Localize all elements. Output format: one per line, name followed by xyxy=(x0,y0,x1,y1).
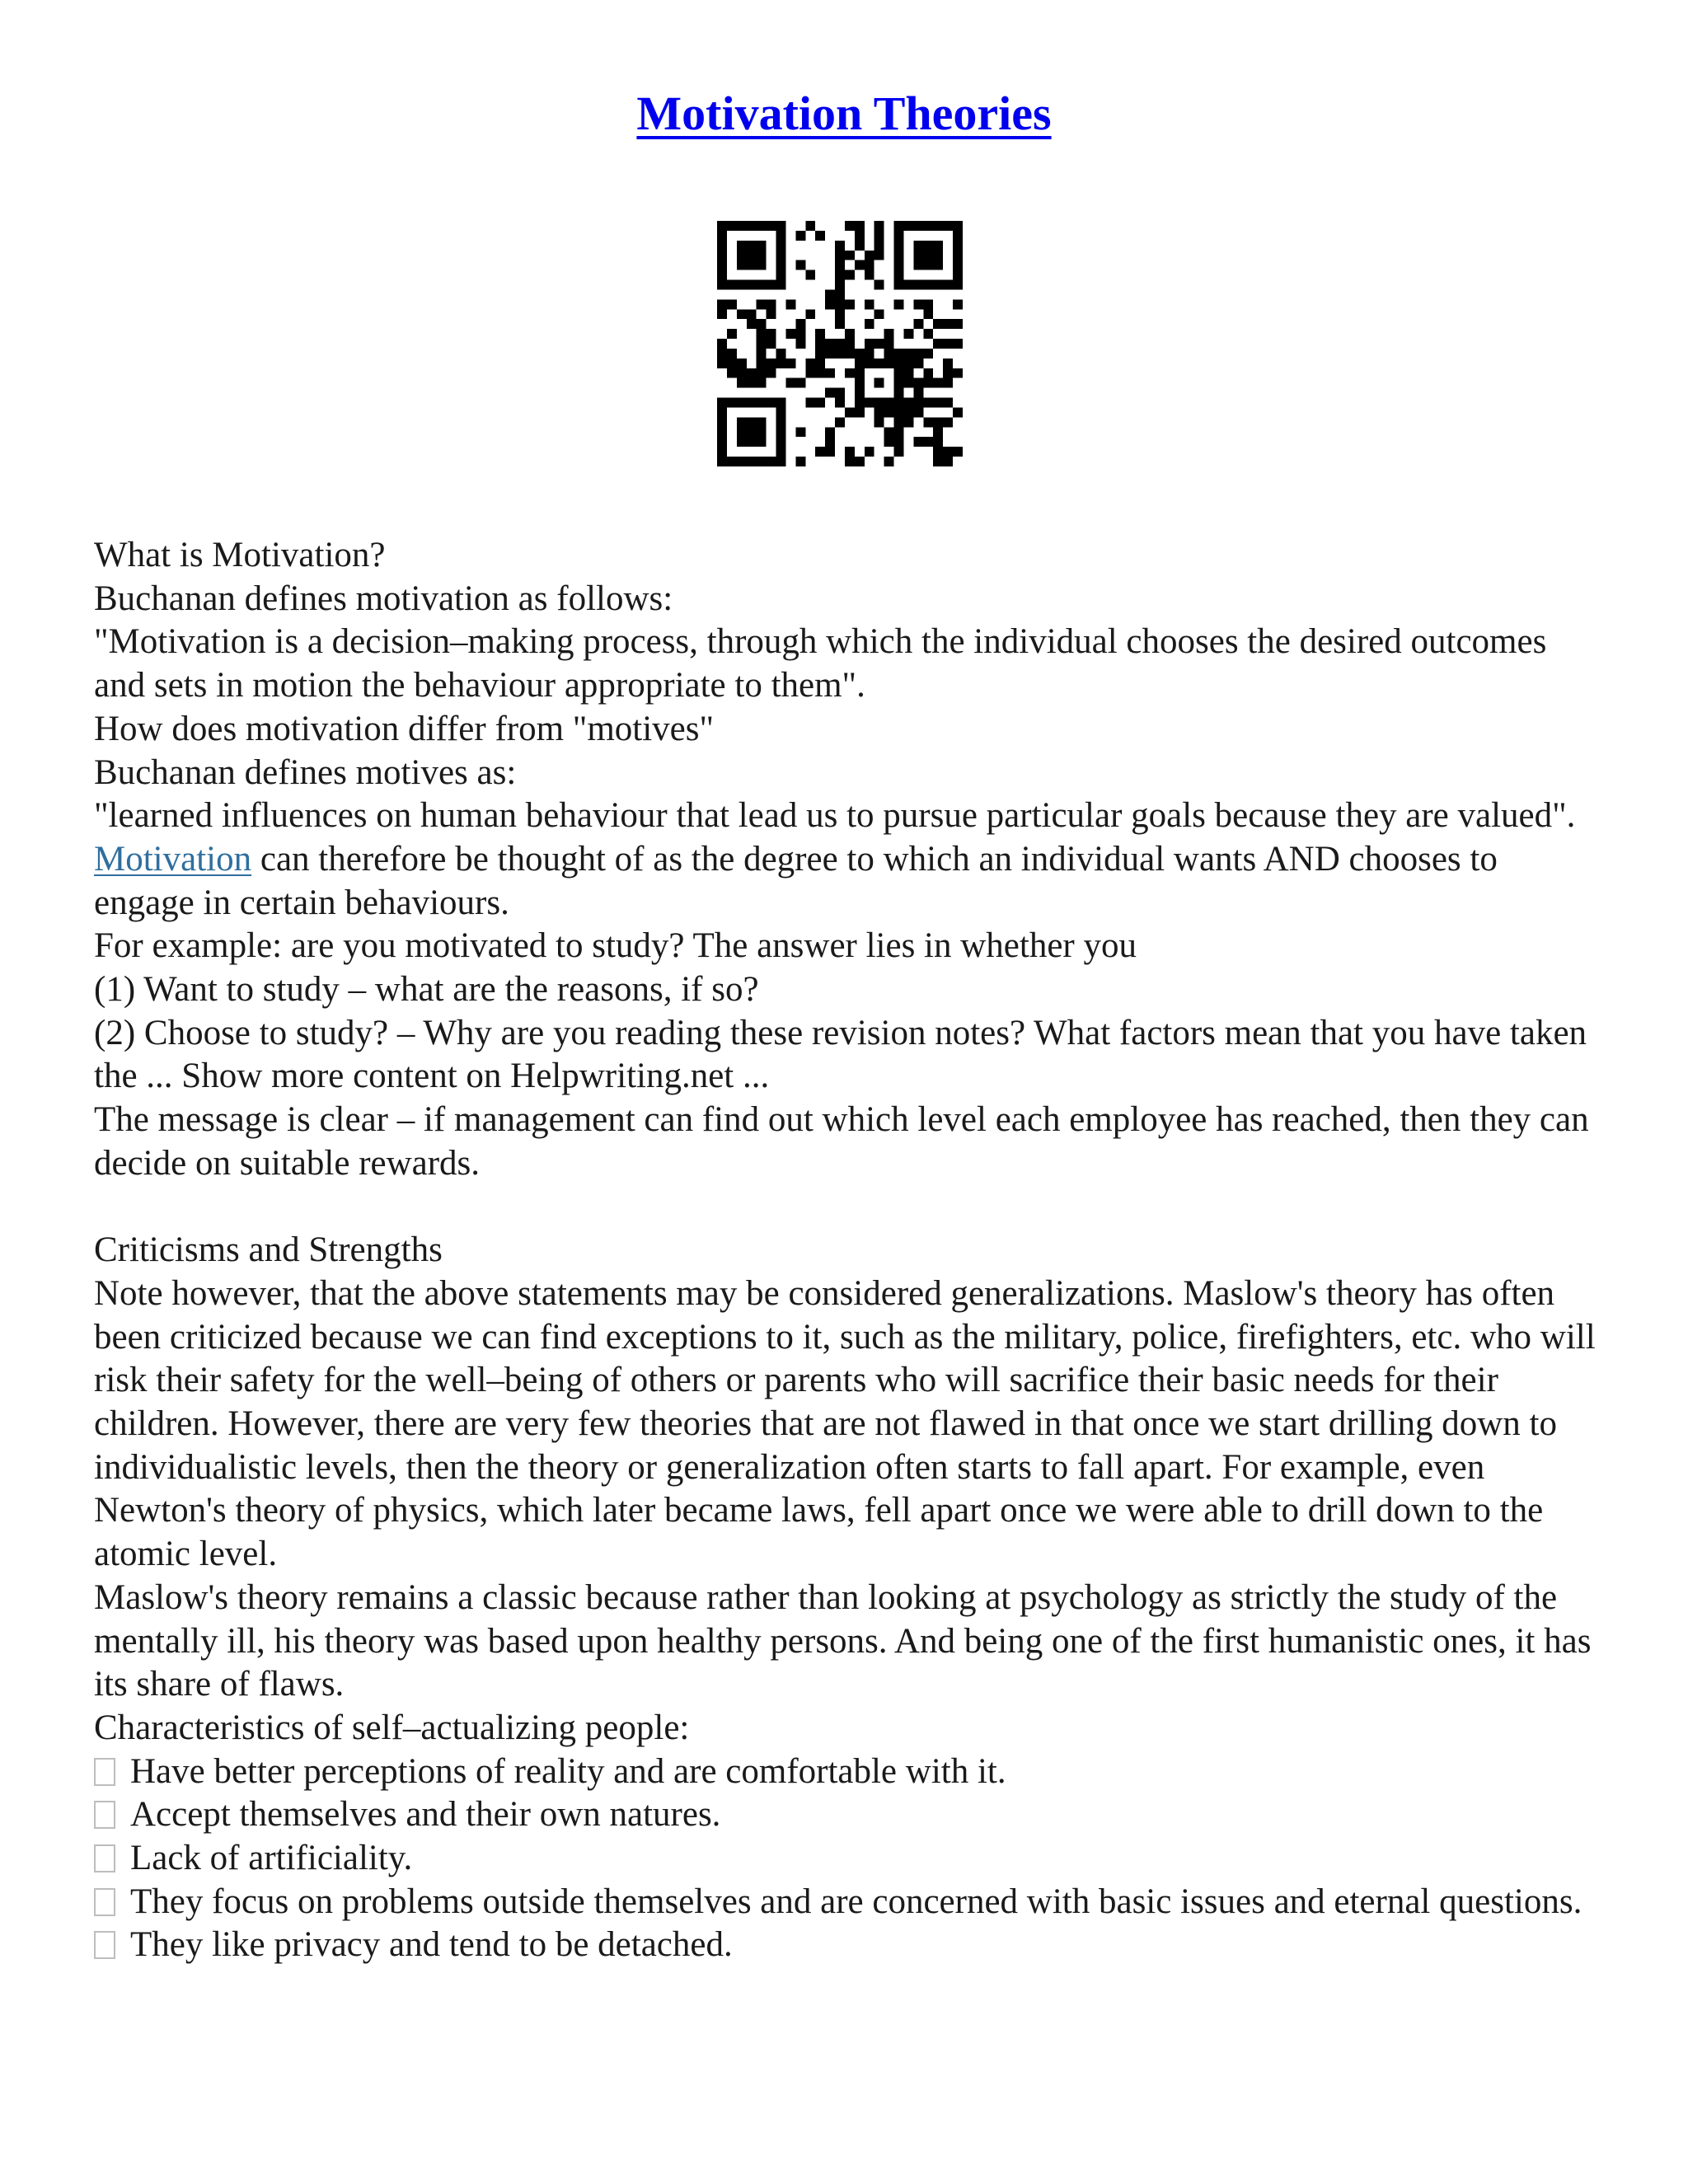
document-body xyxy=(94,534,1602,1967)
section-spacer xyxy=(94,1186,1602,1230)
missing-glyph-icon xyxy=(94,1758,115,1786)
list-item-text: Accept themselves and their own natures. xyxy=(130,1795,721,1835)
paragraph-want-to-study: (1) Want to study – what are the reasons, if so? xyxy=(94,970,759,1010)
paragraph-criticisms: Note however, that the above statements may be considered generalizations. Maslow's theory has often been criticized because we can find exceptions to it, such as the military, police, firefighters, etc. who will risk their safety for the well–being of others or parents who will sacrifice their basic needs for their children. However, there are very few theories that are not flawed in that once we start drilling down to individualistic levels, then the theory or generalization often starts to fall apart. For example, even Newton's theory of physics, which later became laws, fell apart once we were able to drill down to the atomic level. xyxy=(94,1273,1596,1574)
motivation-link[interactable]: Motivation xyxy=(94,839,252,879)
paragraph-motives-question: How does motivation differ from "motives" xyxy=(94,709,715,748)
missing-glyph-icon xyxy=(94,1931,115,1959)
list-item xyxy=(94,1837,1602,1881)
paragraph-buchanan-intro: Buchanan defines motivation as follows: xyxy=(94,579,673,618)
paragraph-motivation-definition: "Motivation is a decision–making process, through which the individual chooses the desired outcomes and sets in motion the behaviour appropriate to them". xyxy=(94,622,1547,705)
title-container xyxy=(0,86,1688,141)
list-item xyxy=(94,1881,1602,1924)
paragraph-motives-definition: "learned influences on human behaviour that lead us to pursue particular goals because they are valued". xyxy=(94,796,1576,836)
list-item-text: They focus on problems outside themselves and are concerned with basic issues and eternal questions. xyxy=(130,1882,1582,1921)
list-heading-self-actualizing: Characteristics of self–actualizing people: xyxy=(94,1708,690,1747)
paragraph-classic-theory: Maslow's theory remains a classic because rather than looking at psychology as strictly the study of the mentally ill, his theory was based upon healthy persons. And being one of the first humanistic ones, it has its share of flaws. xyxy=(94,1577,1592,1704)
paragraph-study-example: For example: are you motivated to study? The answer lies in whether you xyxy=(94,926,1137,966)
list-item xyxy=(94,1924,1602,1967)
document-title-link[interactable]: Motivation Theories xyxy=(636,87,1052,140)
paragraph-choose-to-study: (2) Choose to study? – Why are you reading these revision notes? What factors mean that you have taken the ... Show more content on Helpwriting.net ... xyxy=(94,1013,1587,1096)
missing-glyph-icon xyxy=(94,1888,115,1916)
section-heading-what-is-motivation: What is Motivation? xyxy=(94,536,386,574)
paragraph-motivation-degree-text: can therefore be thought of as the degree to which an individual wants AND chooses to engage in certain behaviours. xyxy=(94,839,1498,922)
paragraph-management-message: The message is clear – if management can find out which level each employee has reached, then they can decide on suitable rewards. xyxy=(94,1100,1589,1183)
list-item-text: Have better perceptions of reality and are comfortable with it. xyxy=(130,1751,1006,1791)
paragraph-motivation-degree xyxy=(94,838,1602,925)
list-item-text: They like privacy and tend to be detached. xyxy=(130,1925,733,1965)
list-item xyxy=(94,1793,1602,1837)
section-heading-criticisms: Criticisms and Strengths xyxy=(94,1230,443,1270)
qr-code-icon xyxy=(717,221,963,466)
missing-glyph-icon xyxy=(94,1801,115,1829)
paragraph-motives-intro: Buchanan defines motives as: xyxy=(94,752,517,792)
list-item xyxy=(94,1750,1602,1794)
list-item-text: Lack of artificiality. xyxy=(130,1839,413,1878)
missing-glyph-icon xyxy=(94,1844,115,1872)
